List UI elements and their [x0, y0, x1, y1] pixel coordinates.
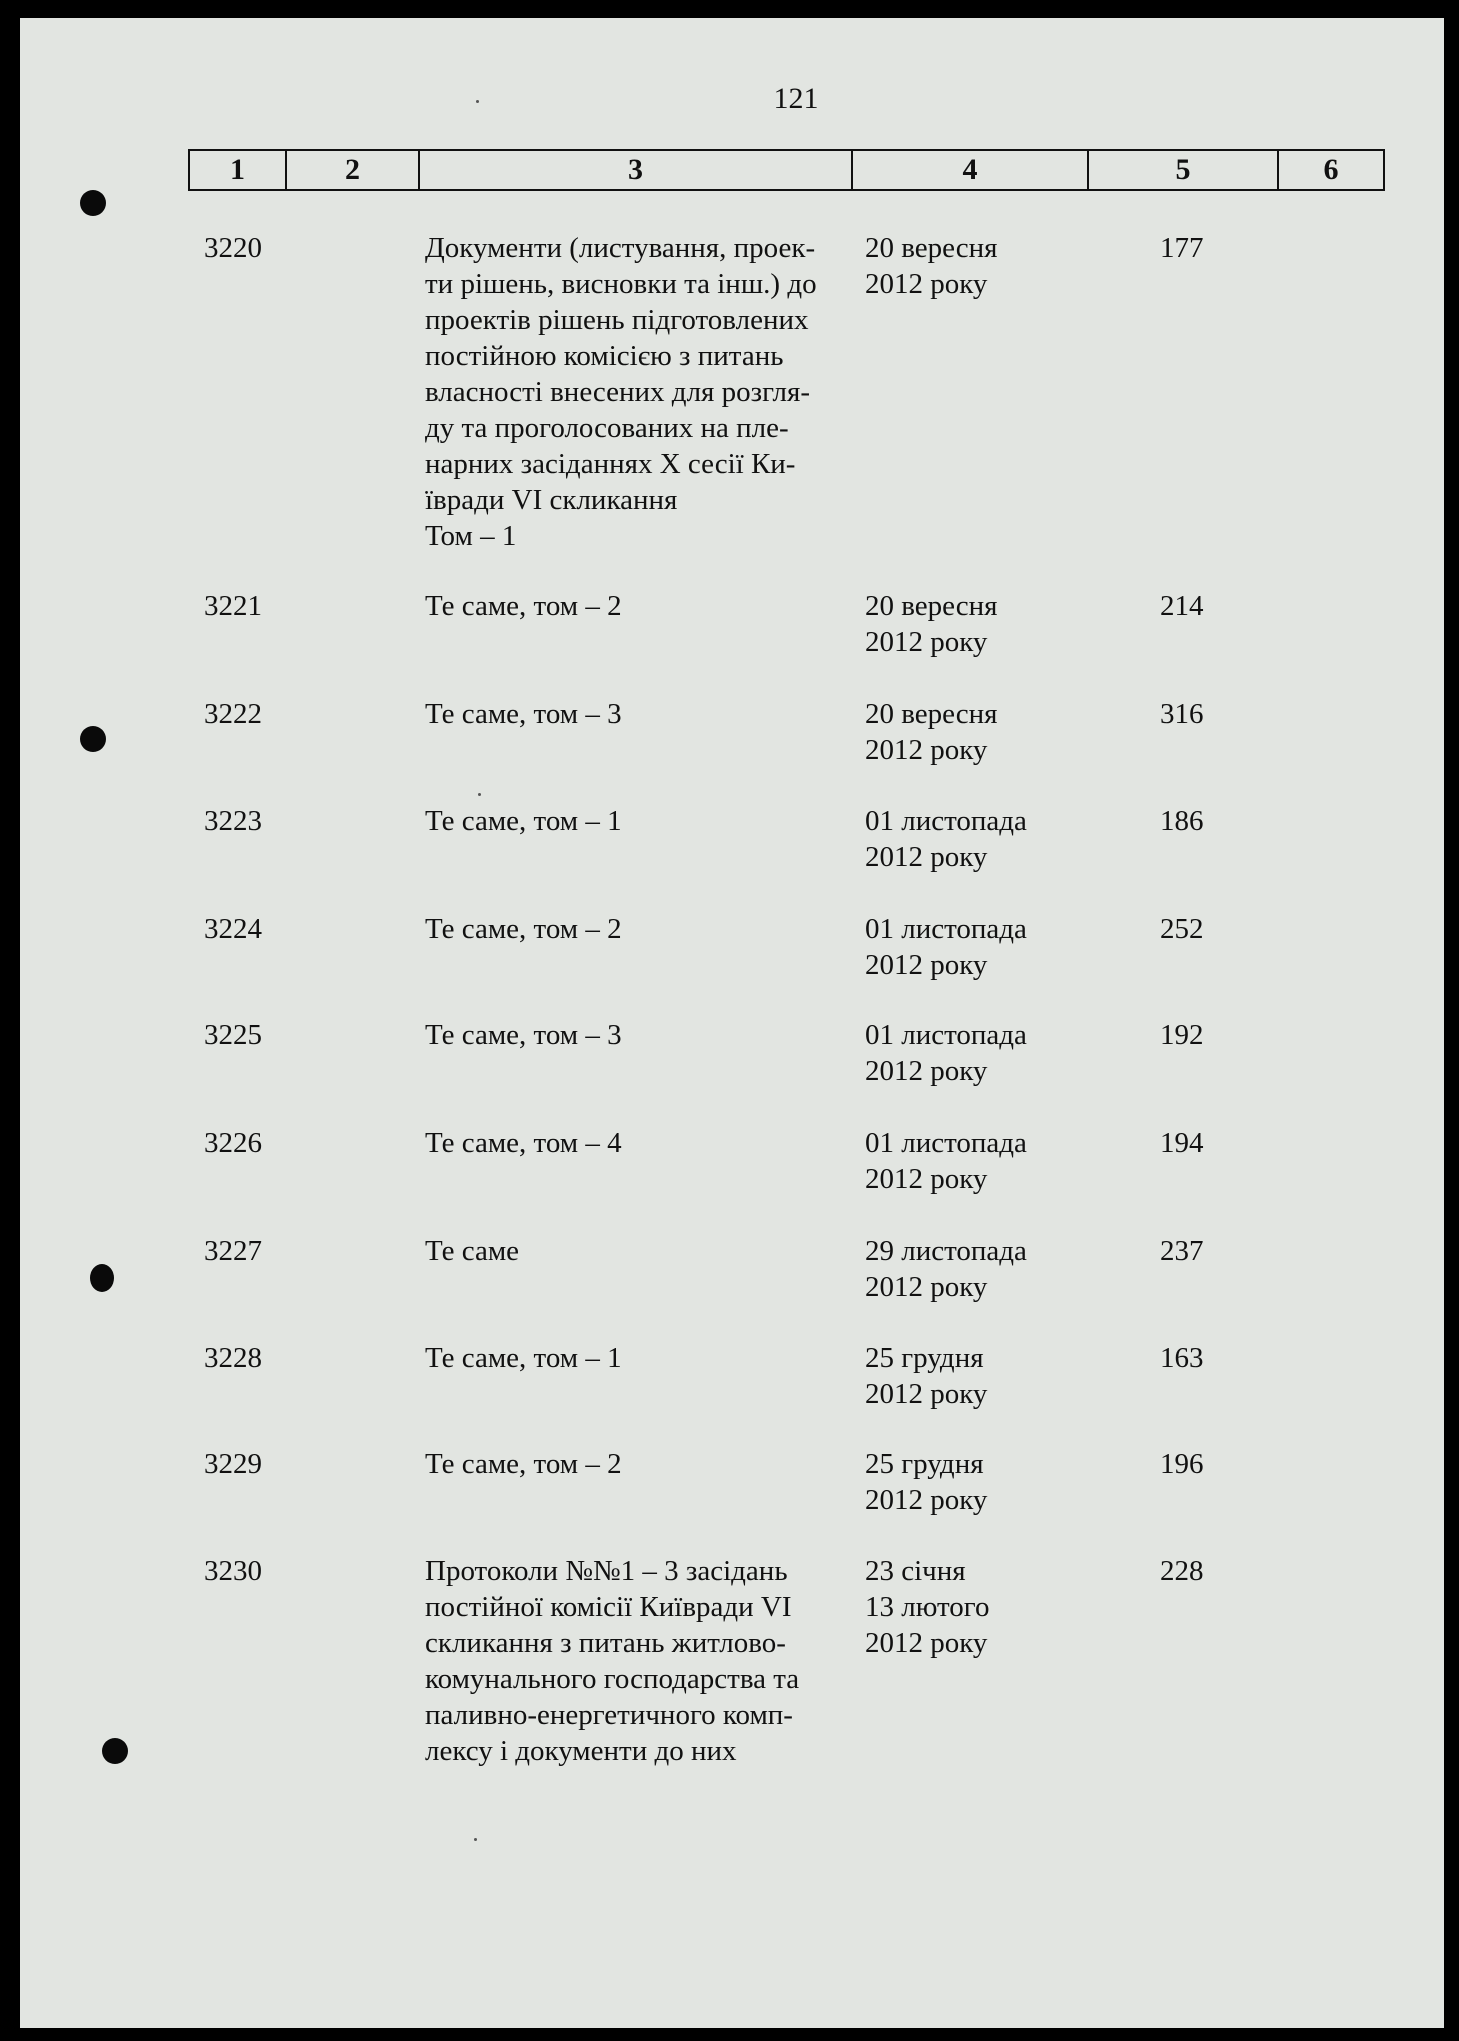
case-date-line: 01 листопада — [865, 913, 1027, 945]
case-date-line: 2012 року — [865, 1163, 988, 1195]
case-title-line: ївради VI скликання — [425, 484, 678, 516]
case-title-line: Те саме, том – 2 — [425, 1448, 622, 1480]
case-title-line: Те саме, том – 2 — [425, 590, 622, 622]
punch-hole-top — [80, 190, 106, 216]
case-date-line: 01 листопада — [865, 805, 1027, 837]
case-title — [425, 1233, 855, 1269]
case-dates — [865, 588, 1085, 660]
case-number: 3228 — [204, 1342, 262, 1374]
case-dates — [865, 911, 1085, 983]
case-dates — [865, 803, 1085, 875]
case-number: 3226 — [204, 1127, 262, 1159]
case-title-line: комунального господарства та — [425, 1663, 800, 1695]
case-number: 3225 — [204, 1019, 262, 1051]
case-title-line: ти рішень, висновки та інш.) до — [425, 268, 817, 300]
case-date-line: 2012 року — [865, 949, 988, 981]
case-sheet-count: 214 — [1160, 590, 1204, 622]
case-dates — [865, 1446, 1085, 1518]
case-number: 3223 — [204, 805, 262, 837]
case-title-line: Протоколи №№1 – 3 засідань — [425, 1555, 788, 1587]
case-title-line: Те саме, том – 1 — [425, 805, 622, 837]
punch-hole-upper-middle — [80, 726, 106, 752]
case-date-line: 2012 року — [865, 1627, 988, 1659]
case-title-line: скликання з питань житлово- — [425, 1627, 786, 1659]
case-dates — [865, 1553, 1085, 1661]
case-title-line: Те саме, том – 3 — [425, 698, 622, 730]
punch-hole-lower-middle — [90, 1264, 114, 1292]
case-number: 3230 — [204, 1555, 262, 1587]
case-date-line: 20 вересня — [865, 698, 998, 730]
case-sheet-count: 316 — [1160, 698, 1204, 730]
case-date-line: 13 лютого — [865, 1591, 990, 1623]
case-date-line: 01 листопада — [865, 1019, 1027, 1051]
case-title-line: Те саме, том – 3 — [425, 1019, 622, 1051]
case-sheet-count: 186 — [1160, 805, 1204, 837]
case-date-line: 01 листопада — [865, 1127, 1027, 1159]
document-page — [20, 18, 1444, 2028]
case-number: 3224 — [204, 913, 262, 945]
case-sheet-count: 252 — [1160, 913, 1204, 945]
case-title-line: постійною комісією з питань — [425, 340, 784, 372]
case-title — [425, 803, 855, 839]
case-date-line: 2012 року — [865, 268, 988, 300]
case-title — [425, 696, 855, 732]
paper-speck — [476, 100, 479, 103]
case-title-line: ду та проголосованих на пле- — [425, 412, 789, 444]
case-sheet-count: 177 — [1160, 232, 1204, 264]
case-number: 3221 — [204, 590, 262, 622]
case-sheet-count: 196 — [1160, 1448, 1204, 1480]
case-date-line: 25 грудня — [865, 1448, 984, 1480]
case-title-line: Том – 1 — [425, 520, 517, 552]
case-title-line: власності внесених для розгля- — [425, 376, 810, 408]
case-title — [425, 1340, 855, 1376]
case-dates — [865, 1017, 1085, 1089]
case-date-line: 2012 року — [865, 1484, 988, 1516]
header-col-2: 2 — [287, 151, 420, 189]
paper-speck — [474, 1838, 477, 1841]
case-sheet-count: 163 — [1160, 1342, 1204, 1374]
case-dates — [865, 1340, 1085, 1412]
case-date-line: 2012 року — [865, 1271, 988, 1303]
case-number: 3229 — [204, 1448, 262, 1480]
case-title-line: Те саме, том – 1 — [425, 1342, 622, 1374]
case-sheet-count: 192 — [1160, 1019, 1204, 1051]
case-date-line: 2012 року — [865, 1378, 988, 1410]
case-date-line: 2012 року — [865, 626, 988, 658]
case-title — [425, 588, 855, 624]
punch-hole-bottom — [102, 1738, 128, 1764]
case-date-line: 2012 року — [865, 841, 988, 873]
case-sheet-count: 237 — [1160, 1235, 1204, 1267]
case-dates — [865, 1233, 1085, 1305]
case-title-line: лексу і документи до них — [425, 1735, 737, 1767]
case-date-line: 29 листопада — [865, 1235, 1027, 1267]
case-title-line: проектів рішень підготовлених — [425, 304, 809, 336]
case-title — [425, 1446, 855, 1482]
case-sheet-count: 228 — [1160, 1555, 1204, 1587]
case-title — [425, 1553, 855, 1769]
paper-speck — [478, 793, 481, 796]
case-date-line: 20 вересня — [865, 232, 998, 264]
case-title — [425, 1125, 855, 1161]
case-title-line: нарних засіданнях X сесії Ки- — [425, 448, 796, 480]
case-date-line: 20 вересня — [865, 590, 998, 622]
case-title-line: Документи (листування, проек- — [425, 232, 816, 264]
case-title-line: Те саме, том – 4 — [425, 1127, 622, 1159]
column-header-table — [188, 149, 1385, 191]
case-dates — [865, 1125, 1085, 1197]
case-title-line: Те саме, том – 2 — [425, 913, 622, 945]
header-col-3: 3 — [420, 151, 853, 189]
page-number: 121 — [773, 82, 819, 115]
case-dates — [865, 230, 1085, 302]
header-col-5: 5 — [1089, 151, 1279, 189]
case-title — [425, 230, 855, 554]
case-sheet-count: 194 — [1160, 1127, 1204, 1159]
case-title-line: паливно-енергетичного комп- — [425, 1699, 793, 1731]
case-number: 3222 — [204, 698, 262, 730]
case-dates — [865, 696, 1085, 768]
case-title-line: Те саме — [425, 1235, 520, 1267]
case-date-line: 23 січня — [865, 1555, 966, 1587]
case-title — [425, 1017, 855, 1053]
case-date-line: 2012 року — [865, 1055, 988, 1087]
case-date-line: 2012 року — [865, 734, 988, 766]
header-col-1: 1 — [190, 151, 287, 189]
header-col-4: 4 — [853, 151, 1089, 189]
case-number: 3220 — [204, 232, 262, 264]
header-col-6: 6 — [1323, 153, 1339, 186]
case-title-line: постійної комісії Київради VI — [425, 1591, 792, 1623]
case-title — [425, 911, 855, 947]
case-number: 3227 — [204, 1235, 262, 1267]
case-date-line: 25 грудня — [865, 1342, 984, 1374]
